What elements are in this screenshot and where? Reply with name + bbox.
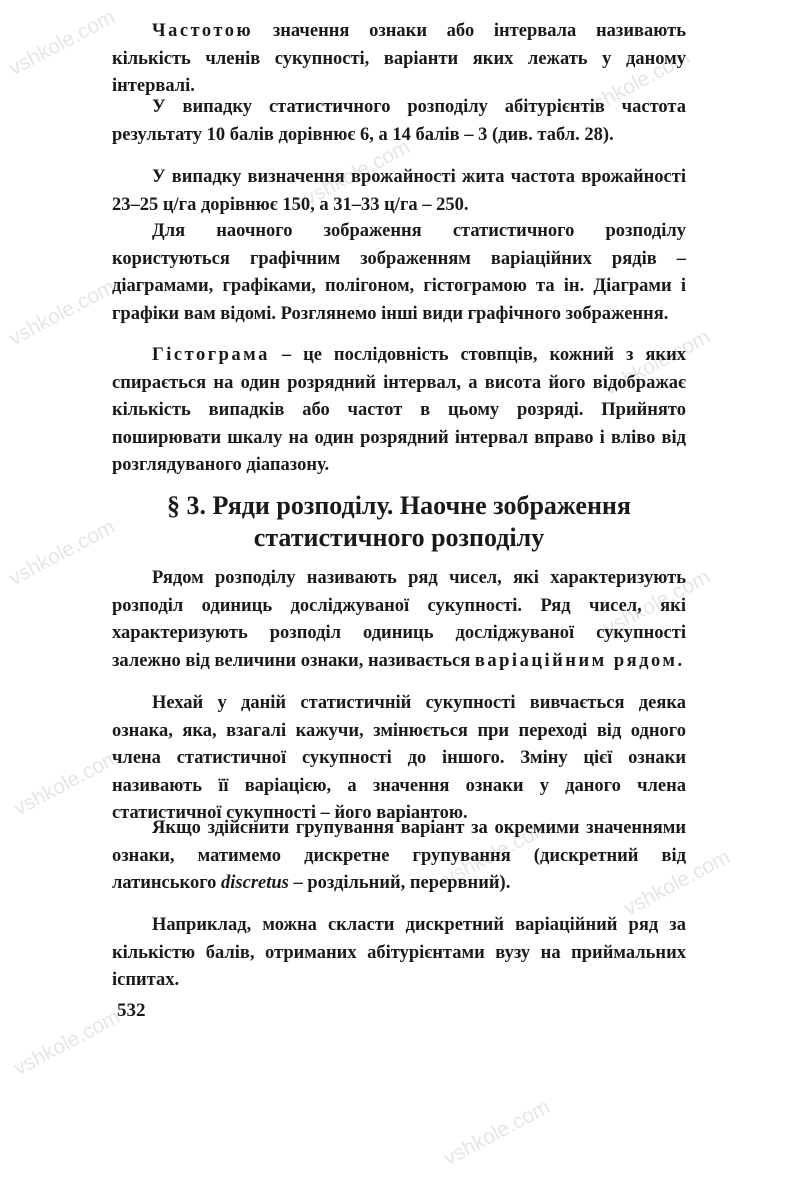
- page-number: 532: [117, 1000, 146, 1021]
- paragraph: Для наочного зображення статистичного розподілу користуються графічним зображенням варіаційних рядів – діаграмами, графіками, полігоном, гістограмою та ін. Діаграми і графіки вам відомі. Розглянемо інші види графічного зображення.: [112, 221, 686, 324]
- watermark: vshkole.com: [300, 135, 414, 211]
- paragraph: [112, 815, 686, 898]
- watermark: vshkole.com: [440, 1095, 554, 1171]
- paragraph-text: Якщо здійснити групування варіант за окремими значеннями ознаки, матимемо дискретне групування (дискретний від латинського: [112, 818, 686, 894]
- paragraph: Нехай у даній статистичній сукупності вивчається деяка ознака, яка, взагалі кажучи, змінюється при переході від одного члена статистичної сукупності до іншого. Зміну цієї ознаки називають її варіацією, а значення ознаки у даного члена статистичної сукупності – його варіантою.: [112, 693, 686, 824]
- paragraph-text: Рядом розподілу називають ряд чисел, які характеризують розподіл одиниць досліджуваної сукупності. Ряд чисел, які характеризують розподіл одиниць досліджуваної сукупності залежно від величини ознаки, називається: [112, 568, 686, 671]
- paragraph: [112, 342, 686, 480]
- term: варіаційним рядом: [474, 650, 678, 671]
- paragraph: [112, 565, 686, 675]
- section-heading: [112, 490, 686, 554]
- section-heading-line: статистичного розподілу: [253, 523, 545, 552]
- watermark: vshkole.com: [600, 565, 714, 641]
- watermark: vshkole.com: [10, 745, 124, 821]
- watermark: vshkole.com: [440, 815, 554, 891]
- watermark: vshkole.com: [5, 275, 119, 351]
- watermark: vshkole.com: [620, 845, 734, 921]
- watermark: vshkole.com: [5, 5, 119, 81]
- paragraph-text: – роздільний, перервний).: [288, 873, 511, 894]
- watermark: vshkole.com: [580, 45, 694, 121]
- paragraph: У випадку статистичного розподілу абітурієнтів частота результату 10 балів дорівнює 6, а 14 балів – 3 (див. табл. 28).: [112, 97, 686, 145]
- section-heading-line: § 3. Ряди розподілу. Наочне зображення: [167, 491, 631, 520]
- paragraph: Наприклад, можна скласти дискретний варіаційний ряд за кількістю балів, отриманих абітурієнтами вузу на приймальних іспитах.: [112, 915, 686, 991]
- watermark: vshkole.com: [600, 325, 714, 401]
- paragraph-text: значення ознаки або інтервала називають кількість членів сукупності, варіанти яких лежать у даному інтервалі.: [112, 21, 686, 97]
- paragraph: [112, 18, 686, 101]
- term: Частотою: [152, 21, 254, 41]
- paragraph-text: – це послідовність стовпців, кожний з яких спирається на один розрядний інтервал, а висота його відображає кількість випадків або частот в цьому розряді. Прийнято поширювати шкалу на один розрядний інтервал вправо і вліво від розглядуваного діапазону.: [112, 345, 686, 476]
- latin-term: discretus: [221, 873, 289, 894]
- watermark: vshkole.com: [5, 515, 119, 591]
- watermark: vshkole.com: [10, 1005, 124, 1081]
- paragraph-text: .: [677, 650, 683, 671]
- paragraph: У випадку визначення врожайності жита частота врожайності 23–25 ц/га дорівнює 150, а 31–33 ц/га – 250.: [112, 167, 686, 215]
- term: Гістограма: [152, 345, 270, 365]
